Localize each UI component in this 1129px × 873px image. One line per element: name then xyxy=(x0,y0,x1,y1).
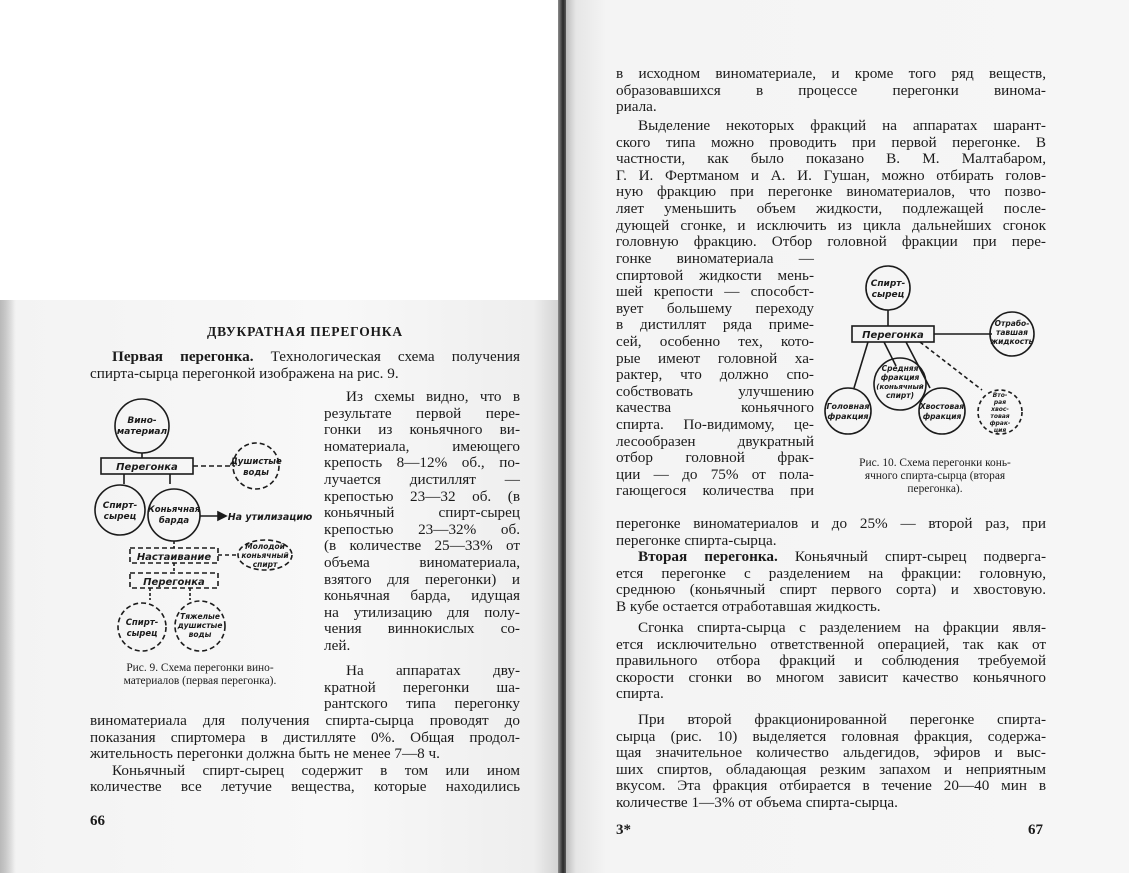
label-peregonka: Перегонка xyxy=(862,330,924,341)
text-line: количестве 1—3% от объема спирта-сырца. xyxy=(616,793,898,811)
page-number-left: 66 xyxy=(90,813,105,829)
text-line: на утилизацию для полу- xyxy=(324,603,520,621)
para-fractions-end xyxy=(616,516,1046,549)
para-second-distillation xyxy=(616,549,1046,615)
signature-mark: 3* xyxy=(616,822,631,838)
text-line: среднюю (коньячный спирт первого сорта) и хвостовую. xyxy=(616,581,1046,599)
figure-9-diagram xyxy=(90,396,322,658)
label-srednyaya: спирт) xyxy=(885,391,915,400)
right-page xyxy=(566,0,1129,873)
text-line: дующей сгонке, и исключить из цикла дальнейших сгонок xyxy=(616,216,1046,234)
label-spirt-syrec: сырец xyxy=(871,290,905,300)
label-molodoi: Молодой xyxy=(245,542,285,551)
label-spirt-syrec: сырец xyxy=(103,512,137,522)
text-line: лучается дистиллят — xyxy=(324,470,520,488)
label-vtoraya-hvostovaya: рая xyxy=(993,399,1007,406)
caption-line: ячного спирта-сырца (вторая xyxy=(864,470,1006,482)
text-line: результате первой пере- xyxy=(324,404,520,422)
label-vinomaterial: материал xyxy=(116,427,168,437)
label-vinomaterial: Вино- xyxy=(127,416,157,426)
text-line: спирта. xyxy=(616,685,664,703)
text-line: рактер, что должно спо- xyxy=(616,366,814,384)
text-line: коньячная барда, идущая xyxy=(324,587,520,605)
page-edge-shadow xyxy=(0,300,16,873)
text-line: образовавшихся в процессе перегонки винома- xyxy=(616,81,1046,99)
text-line: риала. xyxy=(616,98,657,116)
node-vinomaterial xyxy=(115,399,169,453)
para-first-distillation xyxy=(90,349,520,382)
figure-10-diagram xyxy=(824,262,1046,450)
label-tyazhelye: воды xyxy=(188,630,212,639)
left-page xyxy=(0,0,562,873)
text-line: Коньячный спирт-сырец содержит в том или ином xyxy=(112,761,520,779)
text-line: В кубе остается отработавшая жидкость. xyxy=(616,597,881,615)
label-spirt-syrec-2: Спирт- xyxy=(125,618,159,628)
text-line: жительность перегонки должна быть не менее 7—8 ч. xyxy=(90,745,440,763)
label-barda: Коньячная xyxy=(147,505,201,515)
text-line: Выделение некоторых фракций на аппаратах шарант- xyxy=(638,117,1046,134)
text-line: крепостью 23—32 об. (в xyxy=(324,487,520,505)
label-dushistye: Душистые xyxy=(230,457,282,467)
text-line: Сгонка спирта-сырца с разделением на фракции явля- xyxy=(638,619,1046,636)
caption-line: материалов (первая перегонка). xyxy=(123,675,277,687)
label-srednyaya: фракция xyxy=(880,373,920,382)
text-line: вует большему переходу xyxy=(616,299,814,317)
left-column-text xyxy=(616,251,814,500)
label-peregonka-1: Перегонка xyxy=(116,462,178,473)
text-line: крепостью 23—32% об. xyxy=(324,520,520,538)
label-hvostovaya: Хвостовая xyxy=(919,402,965,411)
text-line: перегонке спирта-сырца. xyxy=(616,531,777,549)
label-molodoi: коньячный xyxy=(241,551,289,560)
text-line: щая значительное количество альдегидов, эфиров и выс- xyxy=(616,744,1046,762)
text-line: шей крепости — способст- xyxy=(616,283,814,301)
chapter-heading: ДВУКРАТНАЯ ПЕРЕГОНКА xyxy=(207,324,403,339)
text-line: ется исключительно ответственной операцией, так как от xyxy=(616,635,1046,653)
text-line: чения виннокислых со- xyxy=(324,620,520,638)
label-dushistye: воды xyxy=(243,468,269,478)
label-vtoraya-hvostovaya: ция xyxy=(993,427,1007,434)
node-hvostovaya xyxy=(919,388,965,434)
text-line: Из схемы видно, что в xyxy=(346,388,520,405)
caption-line: Рис. 10. Схема перегонки конь- xyxy=(859,457,1011,469)
caption-line: Рис. 9. Схема перегонки вино- xyxy=(126,662,274,674)
bottom-text xyxy=(90,713,520,796)
label-otrabotavshaya: тавшая xyxy=(996,328,1028,337)
label-vtoraya-hvostovaya: Вто- xyxy=(992,392,1008,399)
text-line: (в количестве 25—33% от xyxy=(324,537,520,555)
label-golovnaya: фракция xyxy=(827,412,869,421)
text-line: гающегося количества при xyxy=(616,482,814,500)
text-line: Технологическая схема получения xyxy=(270,348,521,365)
text-line: в дистиллят ряда приме- xyxy=(616,316,814,334)
text-line: спирта. По-видимому, це- xyxy=(616,415,814,433)
para-fractions xyxy=(616,118,1046,251)
node-konyachnaya-barda xyxy=(148,489,200,541)
para-bold-lead: Первая перегонка. xyxy=(112,348,254,365)
label-molodoi: спирт xyxy=(252,560,278,569)
page-number-right: 67 xyxy=(1028,822,1043,838)
label-srednyaya: Средняя xyxy=(881,364,919,373)
blank-top-area xyxy=(0,0,562,300)
label-vtoraya-hvostovaya: товая xyxy=(990,413,1010,420)
text-line: гонки из коньячного ви- xyxy=(324,421,520,439)
label-hvostovaya: фракция xyxy=(922,412,962,421)
text-line: спирта-сырца перегонкой изображена на рис. 9. xyxy=(90,364,399,382)
label-tyazhelye: Тяжелые xyxy=(180,612,220,621)
label-tyazhelye: душистые xyxy=(177,621,223,630)
text-line: вкусом. Эта фракция отбирается в течение 20—40 мин в xyxy=(616,777,1046,795)
text-line: взятого для перегонки) и xyxy=(324,570,520,588)
text-line: кратной перегонки ша- xyxy=(324,678,520,696)
text-line: На аппаратах дву- xyxy=(346,662,520,679)
para-sharant xyxy=(324,663,520,713)
label-srednyaya: (коньячный xyxy=(876,383,924,391)
text-line: рантского типа перегонку xyxy=(324,695,520,713)
text-line: сырца (рис. 10) выделяется головная фракция, содержа- xyxy=(616,727,1046,745)
label-spirt-syrec-2: сырец xyxy=(126,629,158,639)
label-otrabotavshaya: Отрабо- xyxy=(994,319,1030,328)
right-column-text xyxy=(324,389,520,655)
text-line: коньячный спирт-сырец xyxy=(324,504,520,522)
label-peregonka-2: Перегонка xyxy=(143,577,205,588)
label-spirt-syrec: Спирт- xyxy=(870,279,906,289)
text-line: лесообразен двукратный xyxy=(616,432,814,450)
text-line: рые имеют головной ха- xyxy=(616,349,814,367)
text-line: Г. И. Фертманом и А. И. Гушан, можно отбирать голов- xyxy=(616,166,1046,184)
label-otrabotavshaya: жидкость xyxy=(990,337,1034,346)
text-line: лей. xyxy=(324,636,351,654)
text-line: ную фракцию при перегонке виноматериалов, что позво- xyxy=(616,183,1046,201)
text-line: ляет уменьшить объем жидкости, подлежащей после- xyxy=(616,199,1046,217)
text-line: головную фракцию. Отбор головной фракции при пере- xyxy=(616,233,1046,251)
text-line: При второй фракционированной перегонке спирта- xyxy=(638,711,1046,728)
text-line: правильного отбора фракций и соблюдения требуемой xyxy=(616,652,1046,670)
caption-line: перегонка). xyxy=(907,483,963,495)
text-line: собствовать улучшению xyxy=(616,382,814,400)
text-line: гонке виноматериала — xyxy=(616,250,814,267)
para-intro xyxy=(616,66,1046,116)
text-line: скорости сгонки во многом зависит качество коньячного xyxy=(616,668,1046,686)
text-line: частности, как было показано В. М. Малтабаром, xyxy=(616,150,1046,168)
text-line: в исходном виноматериале, и кроме того ряд веществ, xyxy=(616,65,1046,82)
text-line: объема виноматериала, xyxy=(324,553,520,571)
figure-9-caption xyxy=(90,662,310,688)
label-vtoraya-hvostovaya: хвос- xyxy=(991,406,1009,413)
node-golovnaya xyxy=(825,388,871,434)
text-line: спиртовой жидкости мень- xyxy=(616,266,814,284)
label-vtoraya-hvostovaya: фрак- xyxy=(989,420,1011,427)
label-spirt-syrec: Спирт- xyxy=(102,501,138,511)
text-line: количестве все летучие вещества, которые находились xyxy=(90,778,520,796)
figure-10-caption xyxy=(824,457,1046,496)
text-line: номатериала, имеющего xyxy=(324,437,520,455)
para-head-fraction xyxy=(616,712,1046,812)
text-line: отбор головной фрак- xyxy=(616,449,814,467)
text-line: показания спиртомера в дистилляте 0%. Общая продол- xyxy=(90,728,520,746)
text-line: качества коньячного xyxy=(616,399,814,417)
text-line: сей, особенно тех, кото- xyxy=(616,332,814,350)
text-line: перегонке виноматериалов и до 25% — второй раз, при xyxy=(616,515,1046,532)
label-barda: барда xyxy=(158,516,190,526)
text-line: ется перегонке с разделением на фракции: головную, xyxy=(616,564,1046,582)
label-nastaivanie: Настаивание xyxy=(136,552,212,563)
label-golovnaya: Головная xyxy=(826,402,870,411)
label-utilization: На утилизацию xyxy=(227,512,313,523)
para-responsible xyxy=(616,620,1046,703)
text-line: крепость 8—12% об., по- xyxy=(324,454,520,472)
para-bold-lead: Вторая перегонка. xyxy=(638,548,778,565)
text-line: ского типа можно проводить при первой перегонке. В xyxy=(616,133,1046,151)
text-line: виноматериала для получения спирта-сырца проводят до xyxy=(90,712,520,729)
text-line: ших спиртов, обладающая резким запахом и неприятным xyxy=(616,760,1046,778)
text-line: ции — до 75% от пола- xyxy=(616,465,814,483)
text-line: Коньячный спирт-сырец подверга- xyxy=(794,548,1046,565)
